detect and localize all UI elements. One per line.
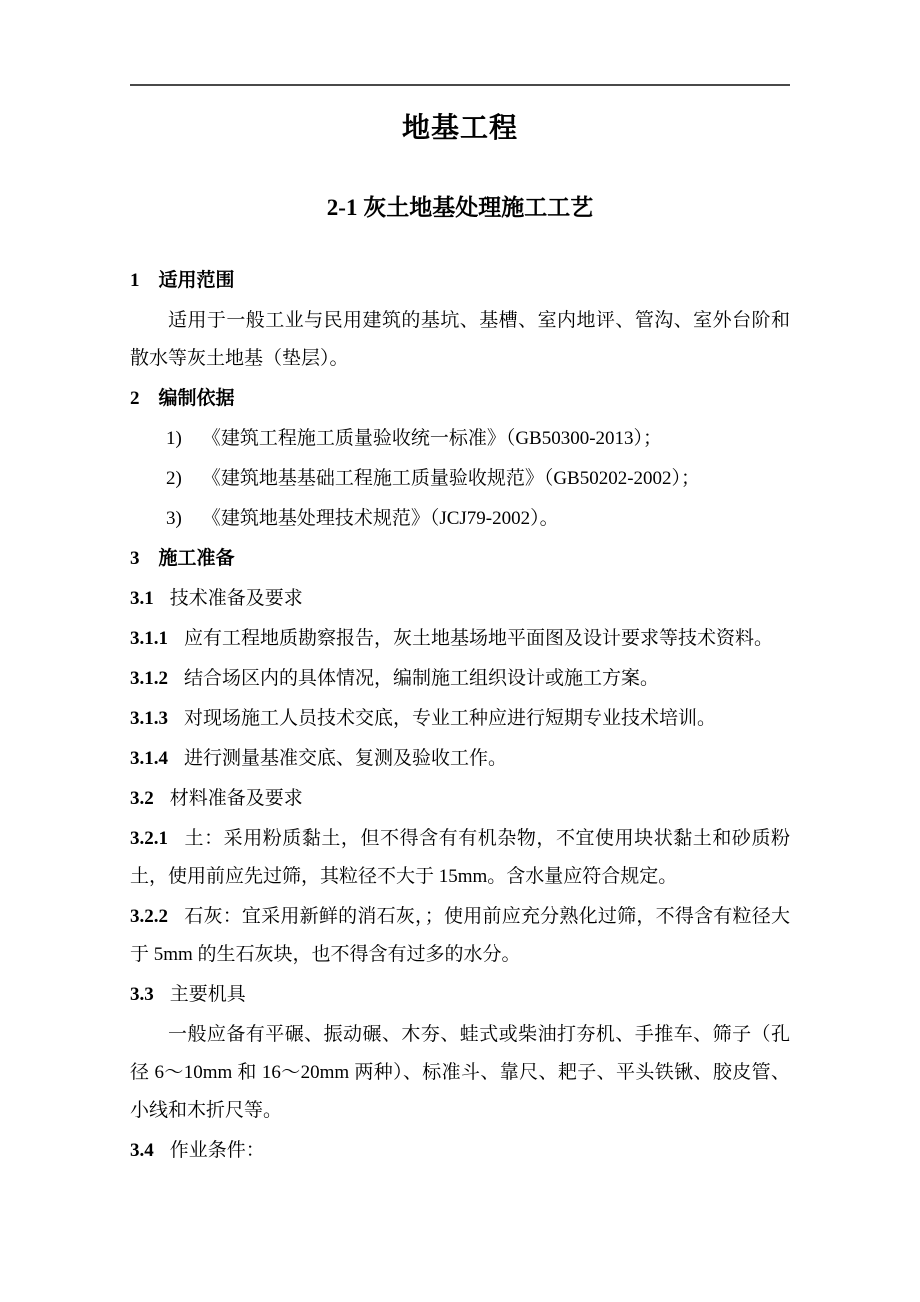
clause-3-3-number: 3.3 xyxy=(130,984,154,1005)
clause-3-1-number: 3.1 xyxy=(130,588,154,609)
clause-3-4-number: 3.4 xyxy=(130,1140,154,1161)
clause-3-4 xyxy=(130,1132,790,1170)
clause-3-1-1-text: 应有工程地质勘察报告，灰土地基场地平面图及设计要求等技术资料。 xyxy=(184,628,774,649)
clause-3-1-2-number: 3.1.2 xyxy=(130,668,168,689)
reference-item-1 xyxy=(130,420,790,458)
clause-3-1-4-number: 3.1.4 xyxy=(130,748,168,769)
clause-3-4-text: 作业条件： xyxy=(169,1140,265,1161)
reference-2-number: 2) xyxy=(166,468,182,489)
section-1-heading: 1 适用范围 xyxy=(130,270,235,291)
clause-3-2 xyxy=(130,780,790,818)
clause-3-3 xyxy=(130,976,790,1014)
clause-3-1-text: 技术准备及要求 xyxy=(169,588,303,609)
clause-3-1-3 xyxy=(130,700,790,738)
section-3-heading: 3 施工准备 xyxy=(130,548,235,569)
document-content xyxy=(130,0,790,1172)
clause-3-1-3-number: 3.1.3 xyxy=(130,708,168,729)
clause-3-2-2 xyxy=(130,898,790,974)
reference-1-text: 《建筑工程施工质量验收统一标准》（GB50300-2013）； xyxy=(201,428,663,449)
clause-3-2-1-text: 土：采用粉质黏土，但不得含有有机杂物，不宜使用块状黏土和砂质粉土，使用前应先过筛，其粒径不大于 15mm。含水量应符合规定。 xyxy=(130,828,790,887)
tools-paragraph: 一般应备有平碾、振动碾、木夯、蛙式或柴油打夯机、手推车、筛子（孔径 6～10mm 和 16～20mm 两种）、标准斗、靠尺、耙子、平头铁锹、胶皮管、小线和木折尺等。 xyxy=(130,1024,790,1121)
clause-3-1-1 xyxy=(130,620,790,658)
clause-3-2-1 xyxy=(130,820,790,896)
reference-2-text: 《建筑地基基础工程施工质量验收规范》（GB50202-2002）； xyxy=(201,468,701,489)
clause-3-1 xyxy=(130,580,790,618)
clause-3-2-2-text: 石灰：宜采用新鲜的消石灰，；使用前应充分熟化过筛，不得含有粒径大于 5mm 的生石灰块，也不得含有过多的水分。 xyxy=(130,906,790,965)
clause-3-1-3-text: 对现场施工人员技术交底，专业工种应进行短期专业技术培训。 xyxy=(184,708,717,729)
reference-3-text: 《建筑地基处理技术规范》（JCJ79-2002）。 xyxy=(201,508,559,529)
section-1-paragraph: 适用于一般工业与民用建筑的基坑、基槽、室内地评、管沟、室外台阶和散水等灰土地基（垫层）。 xyxy=(130,310,790,369)
clause-3-1-4-text: 进行测量基准交底、复测及验收工作。 xyxy=(184,748,508,769)
clause-3-2-number: 3.2 xyxy=(130,788,154,809)
clause-3-1-1-number: 3.1.1 xyxy=(130,628,168,649)
clause-3-2-text: 材料准备及要求 xyxy=(169,788,303,809)
reference-item-2 xyxy=(130,460,790,498)
reference-3-number: 3) xyxy=(166,508,182,529)
clause-3-1-2-text: 结合场区内的具体情况，编制施工组织设计或施工方案。 xyxy=(184,668,660,689)
reference-1-number: 1) xyxy=(166,428,182,449)
section-2-heading: 2 编制依据 xyxy=(130,388,235,409)
document-title: 地基工程 xyxy=(401,113,518,144)
clause-3-2-2-number: 3.2.2 xyxy=(130,906,168,927)
clause-3-1-2 xyxy=(130,660,790,698)
clause-3-2-1-number: 3.2.1 xyxy=(130,828,168,849)
document-subtitle: 2-1 灰土地基处理施工工艺 xyxy=(326,195,594,220)
reference-item-3 xyxy=(130,500,790,538)
clause-3-3-text: 主要机具 xyxy=(169,984,246,1005)
clause-3-1-4 xyxy=(130,740,790,778)
